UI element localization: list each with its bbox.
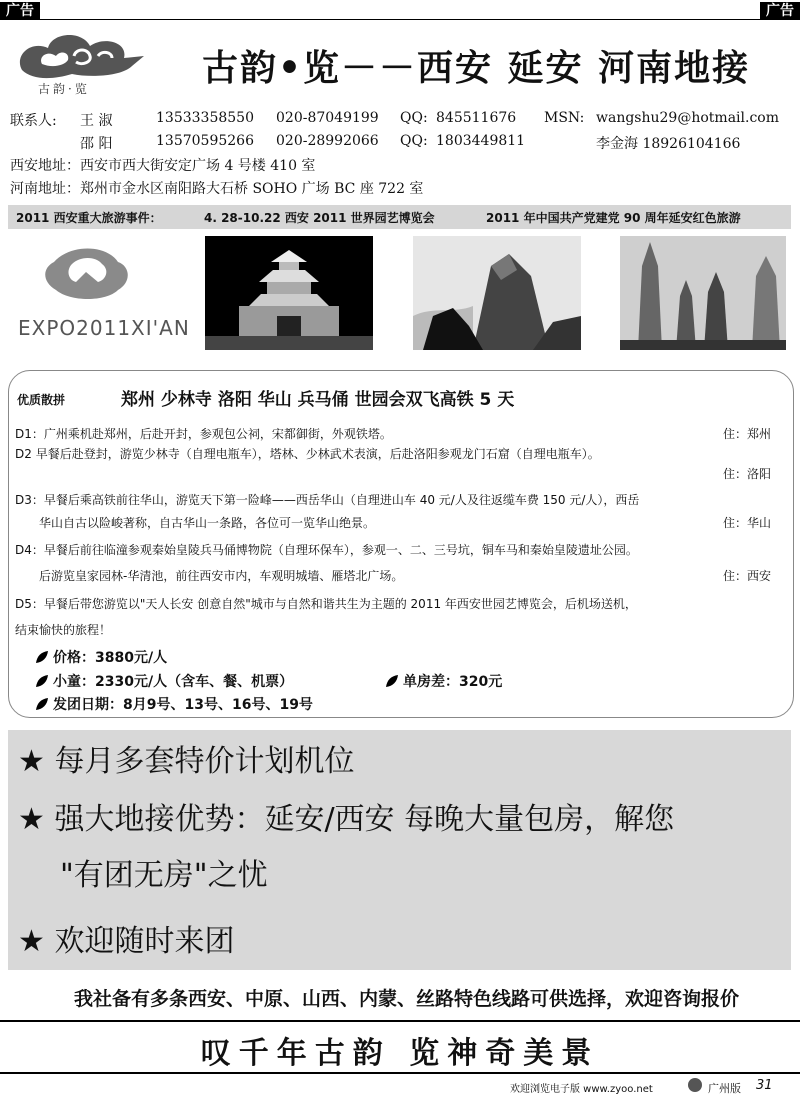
event-band-expo: 4. 28-10.22 西安 2011 世界园艺博览会 [204, 211, 435, 225]
price-text: 价格：3880元/人 [53, 650, 168, 666]
contact-msn-label: MSN: [544, 110, 585, 126]
child-price-text: 小童：2330元/人（含车、餐、机票） [53, 674, 294, 690]
promo-block [8, 730, 791, 970]
contact-mobile-1: 13533358550 [156, 110, 254, 126]
tour-label: 优质散拼 [17, 393, 66, 407]
price-line [35, 647, 167, 667]
expo-logo [14, 236, 190, 350]
itinerary-d2: D2 早餐后赴登封，游览少林寺（自理电瓶车），塔林、少林武术表演，后赴洛阳参观龙门石窟（自理电瓶车）。 [15, 447, 600, 461]
itinerary-d1-stay: 住：郑州 [722, 427, 771, 441]
star-icon: ★ [18, 802, 45, 837]
leaf-icon [35, 674, 49, 688]
tour-box [8, 370, 794, 718]
itinerary-d1: D1：广州乘机赴郑州，后赴开封，参观包公祠，宋都御街，外观铁塔。 [15, 427, 392, 441]
itinerary-d4a: D4：早餐后前往临潼参观秦始皇陵兵马俑博物院（自理环保车），参观一、二、三号坑，铜车马和秦始皇陵遗址公园。 [15, 543, 638, 557]
promo-line-4: ★ 欢迎随时来团 [18, 924, 235, 959]
contact-msn[interactable]: wangshu29@hotmail.com [596, 110, 779, 126]
contact-name-2: 邵 阳 [80, 136, 113, 152]
itinerary-d3a: D3：早餐后乘高铁前往华山，游览天下第一险峰——西岳华山（自理进山车 40 元/人及往返缆车费 150 元/人），西岳 [15, 493, 640, 507]
star-icon: ★ [18, 744, 45, 779]
logo-caption: 古韵·览 [38, 82, 90, 96]
contact-qq-label-1: QQ: [400, 110, 428, 126]
contact-label: 联系人: [10, 113, 57, 129]
lines-note: 我社备有多条西安、中原、山西、内蒙、丝路特色线路可供选择，欢迎咨询报价 [74, 988, 740, 1010]
single-room-text: 单房差：320元 [403, 674, 503, 690]
star-icon: ★ [18, 924, 45, 959]
itinerary-d4b: 后游览皇家园林-华清池，前往西安市内，车观明城墙、雁塔北广场。 [39, 569, 404, 583]
bell-tower-image-icon [205, 236, 373, 350]
contact-qq-label-2: QQ: [400, 133, 428, 149]
promo-line-1: ★ 每月多套特价计划机位 [18, 744, 355, 779]
promo-line-2: ★ 强大地接优势：延安/西安 每晚大量包房，解您 [18, 802, 675, 837]
contact-extra: 李金海 18926104166 [596, 136, 741, 152]
contact-tel-2: 020-28992066 [276, 133, 379, 149]
event-band [8, 205, 791, 229]
contact-qq-1: 845511676 [436, 110, 517, 126]
top-rule [0, 19, 800, 20]
dates-line [35, 694, 313, 714]
footer-edition: 广州版 [708, 1082, 741, 1095]
itinerary-d3b: 华山自古以险峻著称，自古华山一条路，各位可一览华山绝景。 [39, 516, 376, 530]
photo-bell-tower [205, 236, 373, 350]
slogan-rule-top [0, 1020, 800, 1022]
leaf-icon [385, 674, 399, 688]
ad-tag-left: 广告 [0, 2, 40, 20]
itinerary-d3-stay: 住：华山 [722, 516, 771, 530]
itinerary-d5a: D5：早餐后带您游览以"天人长安 创意自然"城市与自然和谐共生为主题的 2011 年西安世园艺博览会，后机场送机， [15, 597, 637, 611]
promo-line-3: "有团无房"之忧 [60, 858, 268, 893]
expo-logo-text: EXPO2011XI'AN [18, 316, 190, 340]
ad-tag-right: 广告 [760, 2, 800, 20]
footer-site[interactable]: 欢迎浏览电子版 www.zyoo.net [510, 1084, 653, 1095]
photo-huashan [413, 236, 581, 350]
contact-tel-1: 020-87049199 [276, 110, 379, 126]
tour-title: 郑州 少林寺 洛阳 华山 兵马俑 世园会双飞高铁 5 天 [121, 390, 515, 410]
footer-logo-icon [688, 1078, 702, 1092]
event-band-label: 2011 西安重大旅游事件： [16, 211, 162, 225]
henan-address: 河南地址：郑州市金水区南阳路大石桥 SOHO 广场 BC 座 722 室 [10, 181, 424, 197]
contact-name-1: 王 淑 [80, 113, 113, 129]
leaf-icon [35, 650, 49, 664]
slogan: 叹千年古韵 览神奇美景 [200, 1036, 600, 1071]
itinerary-d4-stay: 住：西安 [722, 569, 771, 583]
itinerary-d2-stay: 住：洛阳 [722, 467, 771, 481]
itinerary-d5b: 结束愉快的旅程！ [15, 623, 112, 637]
photo-pagodas [620, 236, 786, 350]
xian-address: 西安地址：西安市西大街安定广场 4 号楼 410 室 [10, 158, 316, 174]
contact-qq-2: 1803449811 [436, 133, 526, 149]
page-number: 31 [756, 1078, 773, 1093]
dates-text: 发团日期：8月9号、13号、16号、19号 [53, 697, 313, 713]
single-room-line [385, 671, 502, 691]
mountain-image-icon [413, 236, 581, 350]
leaf-icon [35, 697, 49, 711]
event-band-yanan: 2011 年中国共产党建党 90 周年延安红色旅游 [486, 211, 741, 225]
page-title: 古韵•览－－西安 延安 河南地接 [202, 47, 751, 89]
slogan-rule-bottom [0, 1072, 800, 1074]
pagoda-image-icon [620, 236, 786, 350]
contact-mobile-2: 13570595266 [156, 133, 254, 149]
child-price-line [35, 671, 293, 691]
